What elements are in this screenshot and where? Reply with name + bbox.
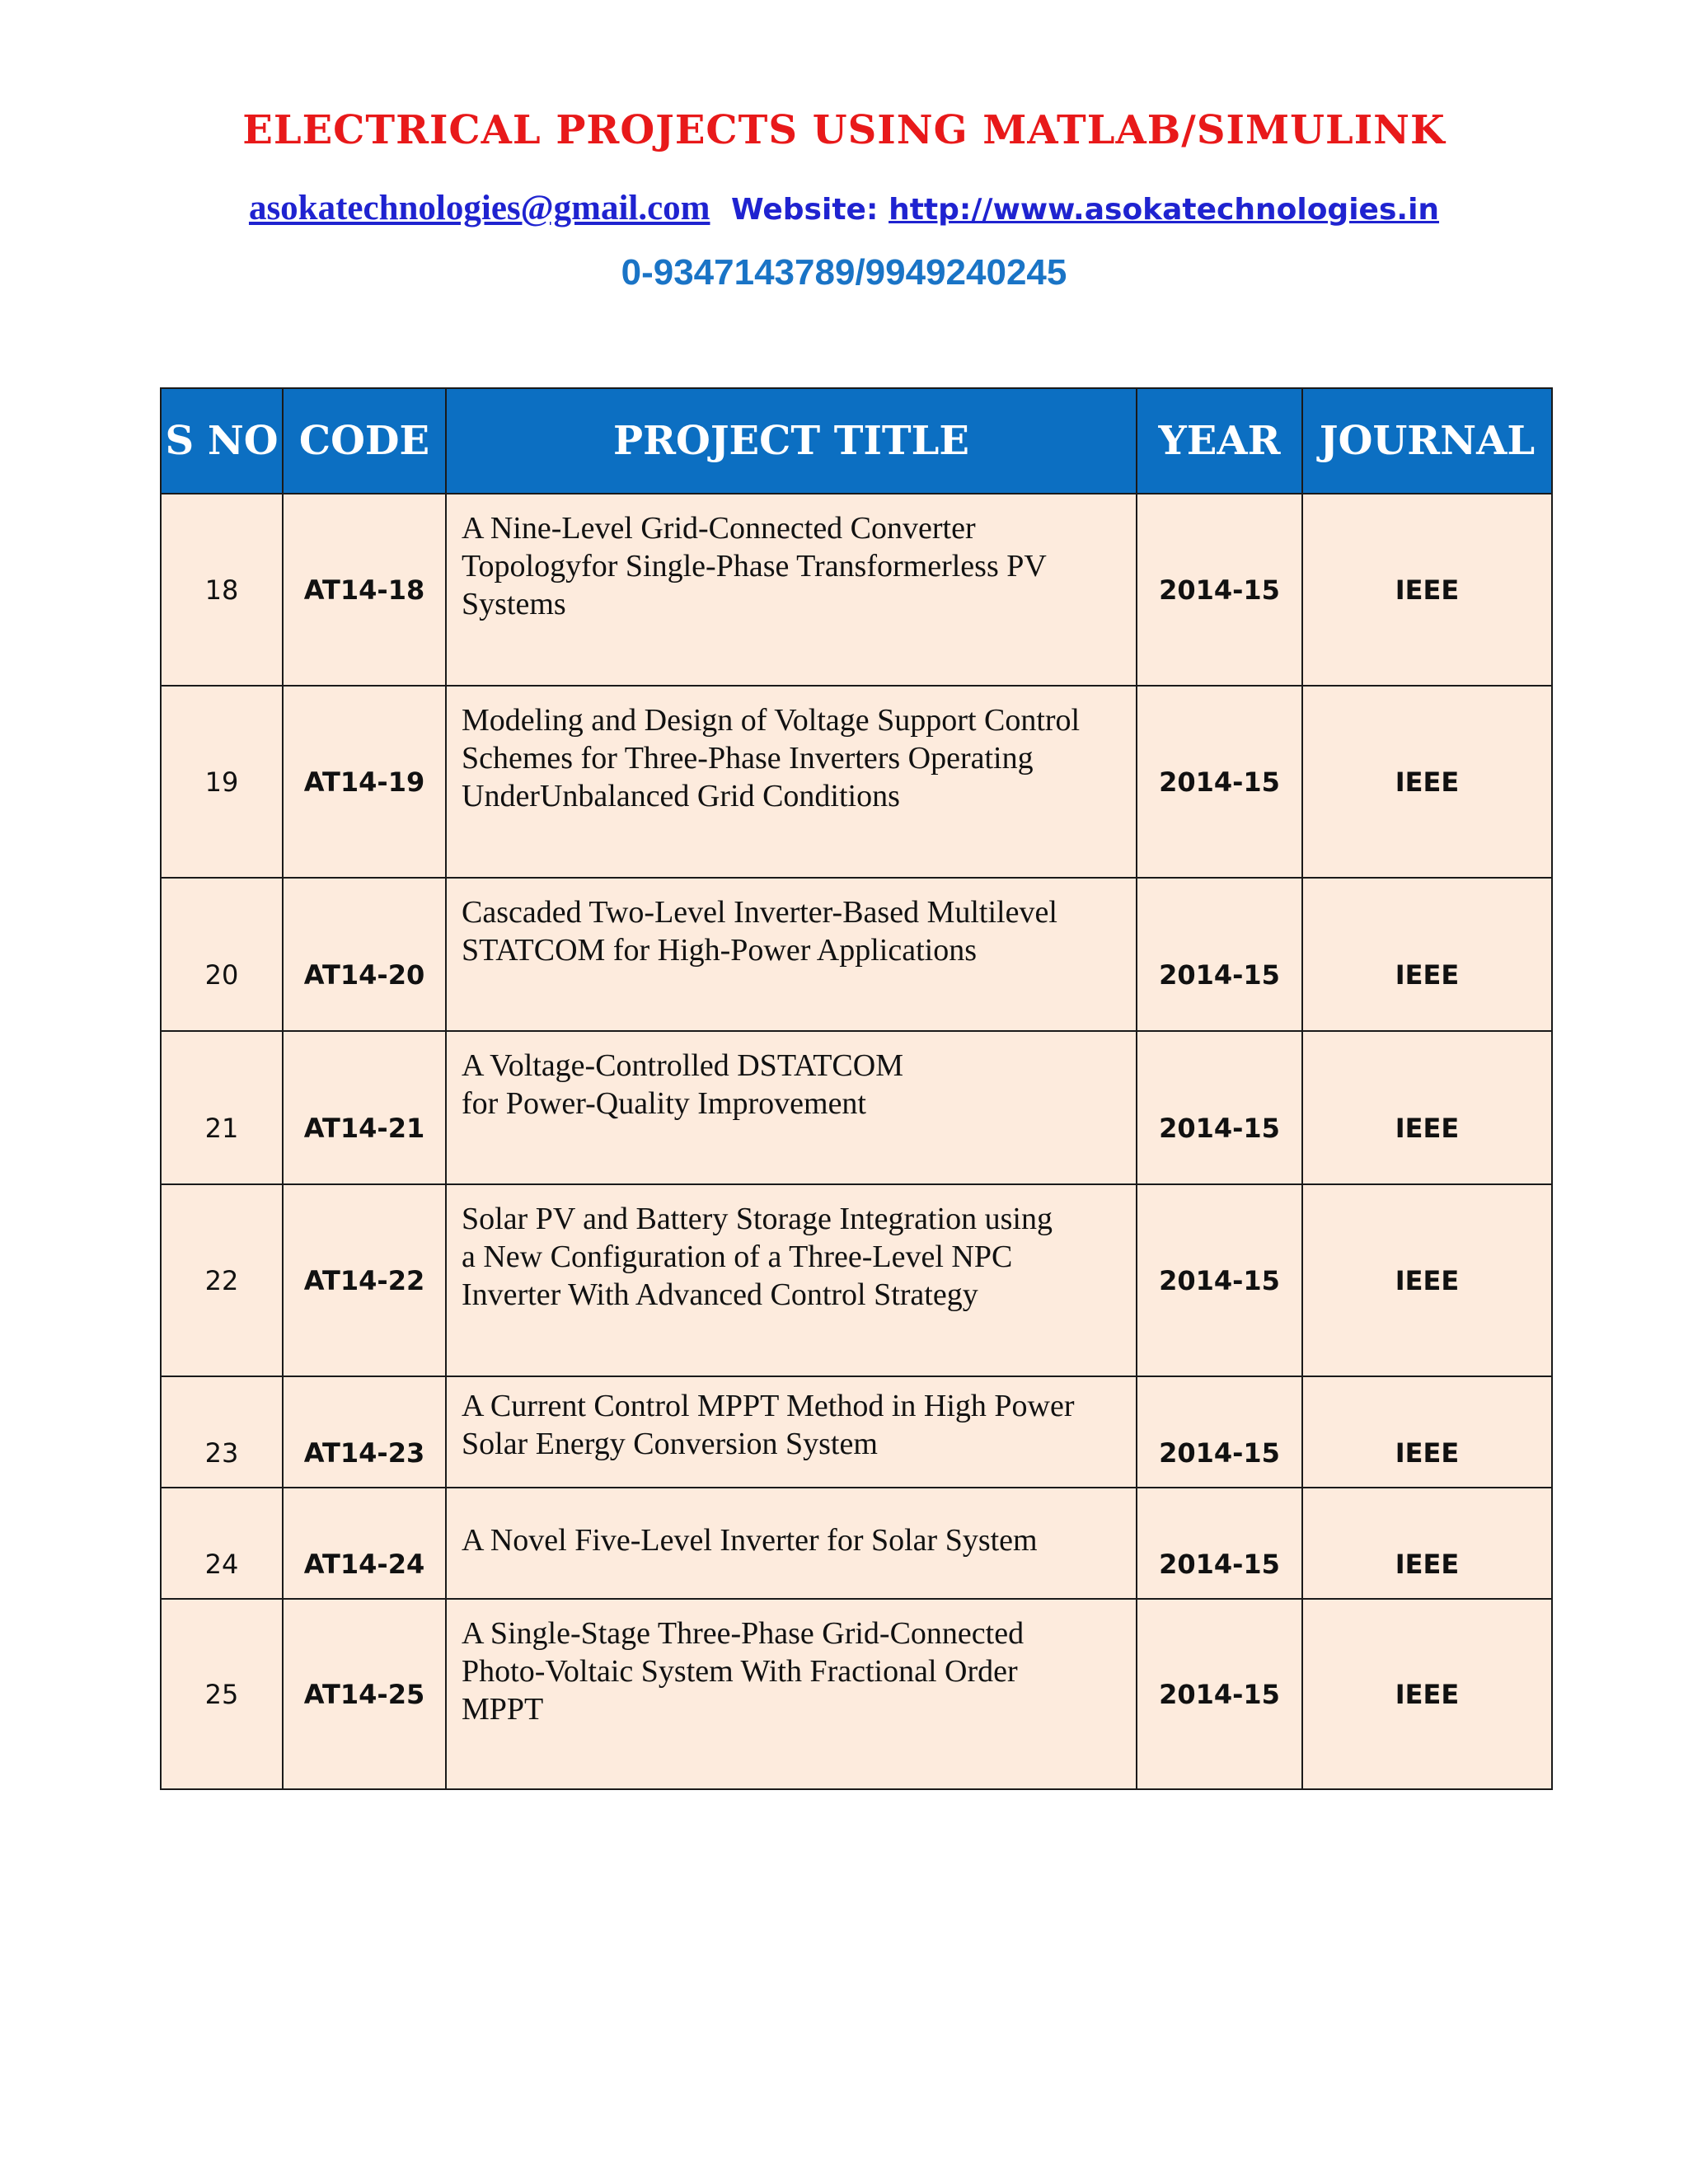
cell-journal: IEEE <box>1302 878 1552 1031</box>
cell-project-title <box>446 1031 1137 1184</box>
title-line: A Current Control MPPT Method in High Power <box>462 1389 1075 1423</box>
cell-year: 2014-15 <box>1137 494 1302 686</box>
title-line: Modeling and Design of Voltage Support Control <box>462 703 1081 738</box>
title-line: Systems <box>462 587 566 621</box>
cell-year: 2014-15 <box>1137 1488 1302 1599</box>
projects-table <box>160 387 1553 1790</box>
cell-code: AT14-19 <box>283 686 446 878</box>
cell-year: 2014-15 <box>1137 878 1302 1031</box>
title-line: a New Configuration of a Three-Level NPC <box>462 1240 1013 1274</box>
cell-code: AT14-18 <box>283 494 446 686</box>
cell-sno: 21 <box>161 1031 283 1184</box>
website-link[interactable]: http://www.asokatechnologies.in <box>889 193 1440 227</box>
cell-journal: IEEE <box>1302 1184 1552 1376</box>
contact-line <box>0 188 1688 228</box>
cell-sno: 23 <box>161 1376 283 1488</box>
table-row <box>161 878 1552 1031</box>
cell-sno: 19 <box>161 686 283 878</box>
table-row <box>161 1031 1552 1184</box>
column-header-project-title: PROJECT TITLE <box>446 388 1137 494</box>
cell-journal: IEEE <box>1302 1599 1552 1789</box>
cell-year: 2014-15 <box>1137 1599 1302 1789</box>
cell-project-title <box>446 1488 1137 1599</box>
title-line: A Nine-Level Grid-Connected Converter <box>462 511 976 546</box>
title-line: Topologyfor Single-Phase Transformerless PV <box>462 549 1047 583</box>
cell-journal: IEEE <box>1302 494 1552 686</box>
cell-project-title <box>446 1376 1137 1488</box>
table-row <box>161 1184 1552 1376</box>
cell-year: 2014-15 <box>1137 1184 1302 1376</box>
cell-journal: IEEE <box>1302 686 1552 878</box>
cell-journal: IEEE <box>1302 1031 1552 1184</box>
cell-code: AT14-25 <box>283 1599 446 1789</box>
cell-year: 2014-15 <box>1137 1376 1302 1488</box>
website-label: Website: <box>730 193 879 227</box>
title-line: Solar PV and Battery Storage Integration using <box>462 1202 1053 1236</box>
title-line: Photo-Voltaic System With Fractional Order <box>462 1654 1018 1689</box>
cell-sno: 20 <box>161 878 283 1031</box>
cell-sno: 18 <box>161 494 283 686</box>
table-row <box>161 1599 1552 1789</box>
cell-code: AT14-20 <box>283 878 446 1031</box>
cell-sno: 25 <box>161 1599 283 1789</box>
cell-year: 2014-15 <box>1137 1031 1302 1184</box>
title-line: UnderUnbalanced Grid Conditions <box>462 779 900 813</box>
column-header-year: YEAR <box>1137 388 1302 494</box>
table-row <box>161 494 1552 686</box>
title-line: Schemes for Three-Phase Inverters Operating <box>462 741 1034 776</box>
title-line: A Novel Five-Level Inverter for Solar System <box>462 1523 1038 1558</box>
cell-code: AT14-24 <box>283 1488 446 1599</box>
cell-journal: IEEE <box>1302 1488 1552 1599</box>
email-link[interactable]: asokatechnologies@gmail.com <box>248 189 710 227</box>
title-line: A Voltage-Controlled DSTATCOM <box>462 1048 904 1083</box>
column-header-code: CODE <box>283 388 446 494</box>
title-line: STATCOM for High-Power Applications <box>462 933 977 968</box>
page-title: ELECTRICAL PROJECTS USING MATLAB/SIMULINK <box>242 107 1446 153</box>
cell-project-title <box>446 494 1137 686</box>
title-line: Inverter With Advanced Control Strategy <box>462 1277 978 1312</box>
table-header-row <box>161 388 1552 494</box>
cell-journal: IEEE <box>1302 1376 1552 1488</box>
phone-numbers: 0-9347143789/9949240245 <box>621 252 1067 293</box>
cell-sno: 24 <box>161 1488 283 1599</box>
cell-project-title <box>446 878 1137 1031</box>
cell-year: 2014-15 <box>1137 686 1302 878</box>
cell-code: AT14-21 <box>283 1031 446 1184</box>
cell-code: AT14-22 <box>283 1184 446 1376</box>
title-line: MPPT <box>462 1692 544 1727</box>
column-header-journal: JOURNAL <box>1302 388 1552 494</box>
cell-project-title <box>446 1184 1137 1376</box>
table-row <box>161 1376 1552 1488</box>
table-row <box>161 686 1552 878</box>
cell-code: AT14-23 <box>283 1376 446 1488</box>
cell-project-title <box>446 686 1137 878</box>
title-line: for Power-Quality Improvement <box>462 1086 866 1121</box>
title-line: Cascaded Two-Level Inverter-Based Multilevel <box>462 895 1057 930</box>
title-line: Solar Energy Conversion System <box>462 1427 878 1461</box>
title-line: A Single-Stage Three-Phase Grid-Connected <box>462 1616 1025 1651</box>
cell-project-title <box>446 1599 1137 1789</box>
table-row <box>161 1488 1552 1599</box>
column-header-sno: S NO <box>161 388 283 494</box>
cell-sno: 22 <box>161 1184 283 1376</box>
